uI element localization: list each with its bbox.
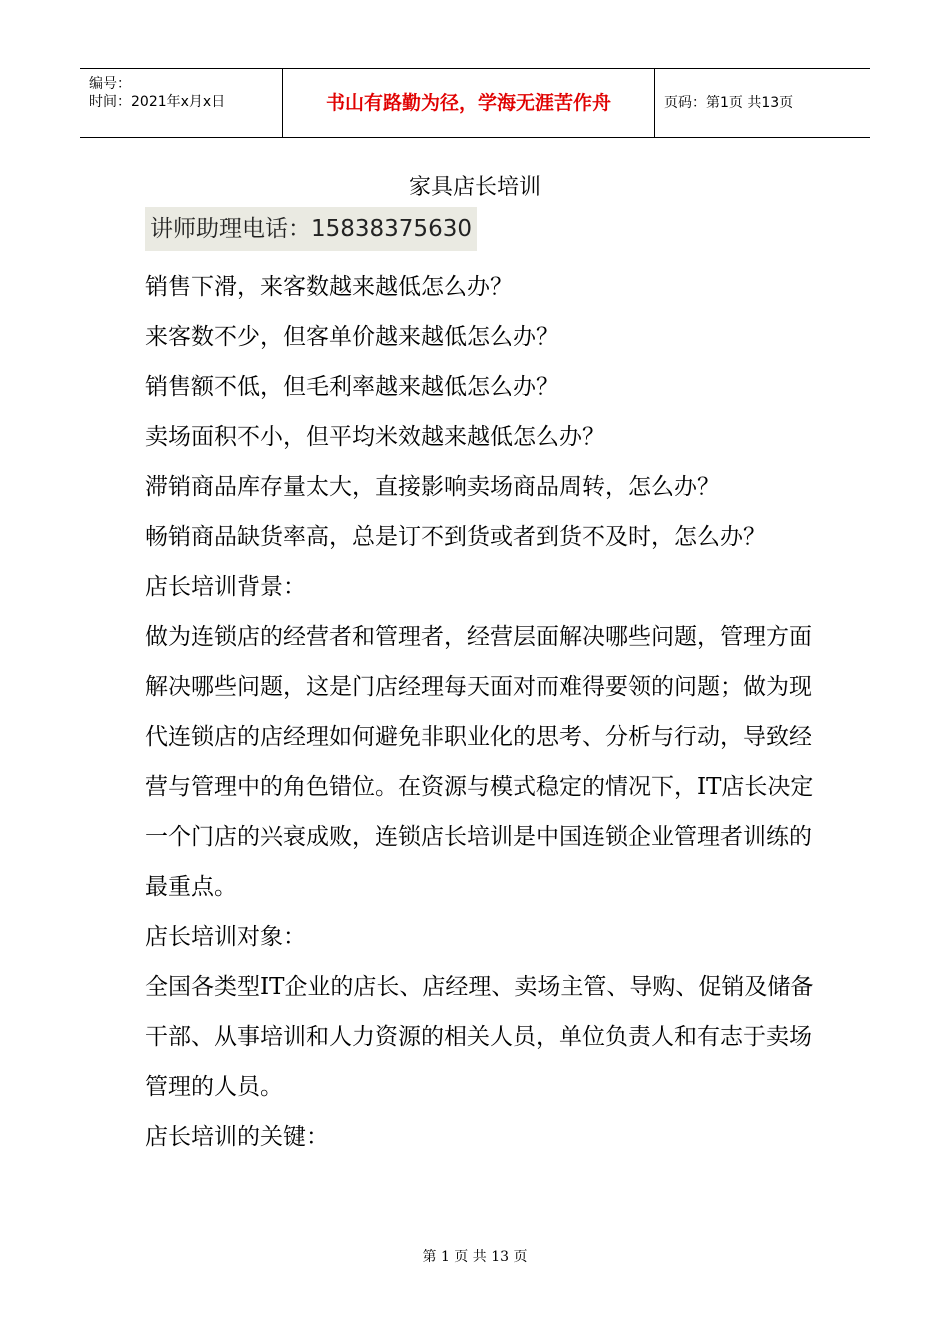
phone-line: 讲师助理电话：15838375630 <box>145 207 477 251</box>
number-label: 编号： <box>89 76 131 92</box>
page-footer: 第 1 页 共 13 页 <box>422 1249 528 1265</box>
section-heading: 店长培训对象： <box>145 924 306 950</box>
paragraph: 做为连锁店的经营者和管理者，经营层面解决哪些问题，管理方面解决哪些问题，这是门店经理每天面对而难得要领的问题；做为现代连锁店的店经理如何避免非职业化的思考、分析与行动，导致经营与管理中的角色错位。在资源与模式稳定的情况下，IT店长决定一个门店的兴衰成败，连锁店长培训是中国连锁企业管理者训练的最重点。 <box>145 624 814 900</box>
paragraph: 畅销商品缺货率高，总是订不到货或者到货不及时，怎么办？ <box>145 524 766 550</box>
document-title: 家具店长培训 <box>408 175 541 200</box>
header-meta-cell <box>80 69 283 137</box>
header-motto: 书山有路勤为径，学海无涯苦作舟 <box>283 69 655 137</box>
document-body <box>145 262 825 1162</box>
header-page-info: 页码：第1页 共13页 <box>664 95 794 111</box>
time-label: 时间：2021年x月x日 <box>89 94 226 110</box>
paragraph: 销售额不低，但毛利率越来越低怎么办？ <box>145 374 559 400</box>
paragraph: 卖场面积不小，但平均米效越来越低怎么办？ <box>145 424 605 450</box>
paragraph: 滞销商品库存量太大，直接影响卖场商品周转，怎么办？ <box>145 474 720 500</box>
paragraph: 销售下滑，来客数越来越低怎么办？ <box>145 274 513 300</box>
paragraph: 来客数不少，但客单价越来越低怎么办？ <box>145 324 559 350</box>
section-heading: 店长培训的关键： <box>145 1124 329 1150</box>
section-heading: 店长培训背景： <box>145 574 306 600</box>
page-header <box>80 68 870 138</box>
paragraph: 全国各类型IT企业的店长、店经理、卖场主管、导购、促销及储备干部、从事培训和人力资源的相关人员，单位负责人和有志于卖场管理的人员。 <box>145 974 814 1100</box>
